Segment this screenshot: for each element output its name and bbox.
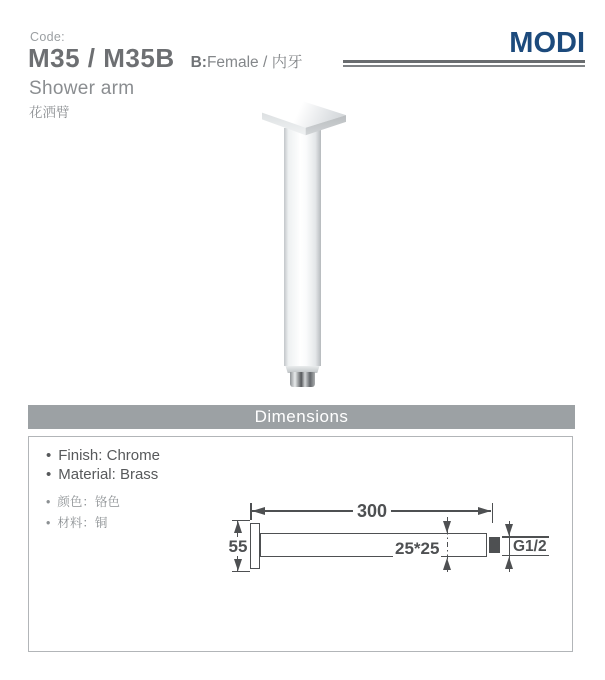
thread-fitting-outline [489,537,500,553]
arrowhead-up-icon [234,521,242,533]
thread-variant-prefix: B: [190,54,207,71]
technical-drawing [225,495,560,595]
spec-list-en [46,446,160,484]
thread-variant-text: Female / 内牙 [206,54,303,71]
product-name-en: Shower arm [29,78,135,99]
spec-color-cn: • 颜色：铬色 [46,492,120,513]
dimensions-title: Dimensions [254,407,349,426]
code-label: Code: [30,30,65,44]
arrowhead-up-icon [505,557,513,569]
extension-line-right [492,503,494,523]
flange-height-label: 55 [228,537,248,556]
spec-material: • Material: Brass [46,465,160,484]
spec-list-cn [46,492,120,534]
ceiling-flange [262,100,346,142]
arrowhead-down-icon [443,521,451,533]
arrowhead-up-icon [443,558,451,570]
thread-fitting [290,372,315,387]
brand-logo: MODI [509,27,585,59]
brand-rule-top [343,60,585,63]
product-code: M35 / M35B [28,43,175,73]
tube-outline [260,533,487,557]
tube-section-label: 25*25 [395,539,440,558]
arrowhead-down-icon [505,524,513,536]
length-dimension-label: 300 [353,502,391,520]
flange-outline [250,523,260,569]
arrowhead-left-icon [252,507,265,515]
brand-rule-bottom [343,65,585,67]
thread-variant [191,50,303,72]
thread-size-label: G1/2 [513,538,547,555]
shower-arm-tube [284,128,321,366]
dimensions-header-bar [28,405,575,429]
arrowhead-down-icon [234,559,242,571]
product-name-cn: 花洒臂 [29,105,70,120]
spec-material-cn: • 材料：铜 [46,513,120,534]
title-row [28,43,303,74]
arrowhead-right-icon [478,507,491,515]
spec-finish: • Finish: Chrome [46,446,160,465]
